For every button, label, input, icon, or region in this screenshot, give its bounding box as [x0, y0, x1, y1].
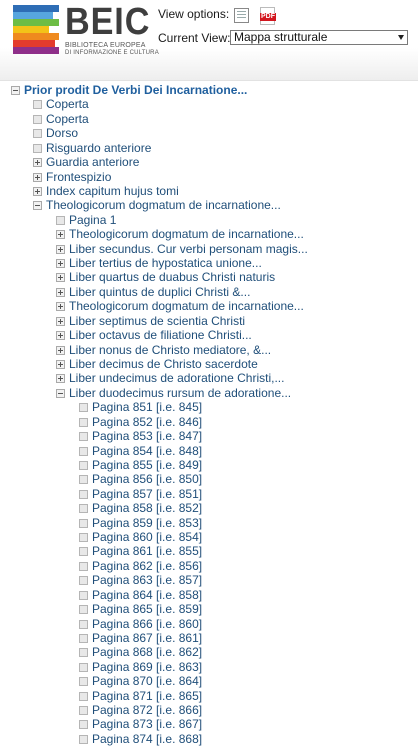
- view-options-label: View options:: [158, 7, 230, 21]
- tree-item-label[interactable]: Dorso: [46, 126, 79, 141]
- leaf-node-icon: [79, 692, 88, 701]
- logo-subtitle-line1: BIBLIOTECA EUROPEA: [65, 42, 146, 49]
- current-view-value: Mappa strutturale: [234, 30, 328, 44]
- expand-icon[interactable]: [33, 173, 42, 182]
- leaf-node-icon: [79, 605, 88, 614]
- leaf-node-icon: [79, 447, 88, 456]
- collapse-icon[interactable]: [33, 201, 42, 210]
- tree-item-label[interactable]: Pagina 853 [i.e. 847]: [92, 429, 203, 444]
- tree-item-label[interactable]: Prior prodit De Verbi Dei Incarnatione...: [24, 83, 248, 97]
- tree-item-label[interactable]: Coperta: [46, 97, 89, 112]
- tree-item-label[interactable]: Pagina 852 [i.e. 846]: [92, 414, 203, 429]
- beic-logo[interactable]: [13, 1, 159, 56]
- tree-item-label[interactable]: Pagina 868 [i.e. 862]: [92, 645, 203, 660]
- leaf-node-icon: [79, 533, 88, 542]
- leaf-node-icon: [79, 735, 88, 744]
- tree-item-label[interactable]: Liber tertius de hypostatica unione...: [69, 256, 262, 271]
- leaf-node-icon: [33, 115, 42, 124]
- leaf-node-icon: [79, 634, 88, 643]
- logo-bar: [13, 26, 49, 33]
- pdf-icon[interactable]: [260, 7, 275, 25]
- logo-bar: [13, 5, 59, 12]
- leaf-node-icon: [33, 129, 42, 138]
- tree-item-label[interactable]: Pagina 857 [i.e. 851]: [92, 486, 203, 501]
- tree-item-label[interactable]: Liber quartus de duabus Christi naturis: [69, 270, 276, 285]
- tree-item-label[interactable]: Liber octavus de filiatione Christi...: [69, 328, 252, 343]
- expand-icon[interactable]: [56, 302, 65, 311]
- tree-item-label[interactable]: Pagina 858 [i.e. 852]: [92, 501, 203, 516]
- tree-item-label[interactable]: Pagina 854 [i.e. 848]: [92, 443, 203, 458]
- leaf-node-icon: [79, 461, 88, 470]
- collapse-icon[interactable]: [11, 86, 20, 95]
- collapse-icon[interactable]: [56, 389, 65, 398]
- leaf-node-icon: [33, 144, 42, 153]
- leaf-node-icon: [79, 677, 88, 686]
- leaf-node-icon: [79, 648, 88, 657]
- tree-item-label[interactable]: Pagina 862 [i.e. 856]: [92, 558, 203, 573]
- tree-item-label[interactable]: Index capitum hujus tomi: [46, 183, 179, 198]
- chevron-down-icon: [398, 35, 404, 40]
- leaf-node-icon: [33, 100, 42, 109]
- expand-icon[interactable]: [56, 360, 65, 369]
- tree-item-label[interactable]: Coperta: [46, 111, 89, 126]
- leaf-node-icon: [79, 576, 88, 585]
- logo-color-bars: [13, 5, 59, 53]
- logo-bar: [13, 19, 59, 26]
- leaf-node-icon: [56, 216, 65, 225]
- expand-icon[interactable]: [33, 187, 42, 196]
- tree-item-label[interactable]: Theologicorum dogmatum de incarnatione...: [69, 299, 304, 314]
- tree-item-label[interactable]: Theologicorum dogmatum de incarnatione...: [69, 227, 304, 242]
- page-view-icon[interactable]: [234, 8, 249, 23]
- logo-subtitle-line2: DI INFORMAZIONE E CULTURA: [65, 50, 159, 56]
- tree-item-label[interactable]: Pagina 872 [i.e. 866]: [92, 703, 203, 718]
- leaf-node-icon: [79, 403, 88, 412]
- logo-bar: [13, 12, 53, 19]
- logo-bar: [13, 47, 59, 54]
- expand-icon[interactable]: [56, 374, 65, 383]
- tree-item-label[interactable]: Pagina 855 [i.e. 849]: [92, 457, 203, 472]
- tree-item-label[interactable]: Pagina 864 [i.e. 858]: [92, 587, 203, 602]
- expand-icon[interactable]: [56, 288, 65, 297]
- tree-item-label[interactable]: Pagina 871 [i.e. 865]: [92, 688, 203, 703]
- current-view-label: Current View:: [158, 31, 231, 45]
- tree-item-label[interactable]: Pagina 870 [i.e. 864]: [92, 674, 203, 689]
- expand-icon[interactable]: [56, 259, 65, 268]
- tree-item-label[interactable]: Pagina 861 [i.e. 855]: [92, 544, 203, 559]
- logo-title: BEIC: [65, 1, 151, 43]
- leaf-node-icon: [79, 432, 88, 441]
- tree-item-label[interactable]: Pagina 865 [i.e. 859]: [92, 602, 203, 617]
- leaf-node-icon: [79, 720, 88, 729]
- logo-bar: [13, 40, 55, 47]
- expand-icon[interactable]: [56, 245, 65, 254]
- tree-item-label[interactable]: Pagina 873 [i.e. 867]: [92, 717, 203, 732]
- expand-icon[interactable]: [56, 331, 65, 340]
- expand-icon[interactable]: [56, 346, 65, 355]
- tree-item-label[interactable]: Frontespizio: [46, 169, 112, 184]
- leaf-node-icon: [79, 490, 88, 499]
- leaf-node-icon: [79, 706, 88, 715]
- expand-icon[interactable]: [56, 317, 65, 326]
- tree-item-label[interactable]: Pagina 866 [i.e. 860]: [92, 616, 203, 631]
- tree-item-label[interactable]: Liber quintus de duplici Christi &...: [69, 284, 251, 299]
- header-bar: [0, 0, 418, 81]
- tree-item-label[interactable]: Liber nonus de Christo mediatore, &...: [69, 342, 272, 357]
- tree-item-label[interactable]: Pagina 860 [i.e. 854]: [92, 530, 203, 545]
- tree-item-label[interactable]: Pagina 869 [i.e. 863]: [92, 659, 203, 674]
- tree-item-label[interactable]: Pagina 1: [69, 212, 117, 227]
- expand-icon[interactable]: [56, 230, 65, 239]
- pdf-icon-label: PDF: [261, 13, 275, 20]
- tree-item-label[interactable]: Guardia anteriore: [46, 155, 140, 170]
- leaf-node-icon: [79, 418, 88, 427]
- tree-item-label[interactable]: Liber secundus. Cur verbi personam magis...: [69, 241, 308, 256]
- tree-item-label[interactable]: Theologicorum dogmatum de incarnatione...: [46, 198, 281, 213]
- tree-item-label[interactable]: Pagina 856 [i.e. 850]: [92, 472, 203, 487]
- expand-icon[interactable]: [56, 273, 65, 282]
- leaf-node-icon: [79, 620, 88, 629]
- tree-item-label[interactable]: Liber septimus de scientia Christi: [69, 313, 246, 328]
- tree-item-label[interactable]: Pagina 859 [i.e. 853]: [92, 515, 203, 530]
- expand-icon[interactable]: [33, 158, 42, 167]
- leaf-node-icon: [79, 591, 88, 600]
- tree-item-label[interactable]: Liber undecimus de adoratione Christi,...: [69, 371, 285, 386]
- leaf-node-icon: [79, 519, 88, 528]
- current-view-select[interactable]: [230, 30, 408, 45]
- leaf-node-icon: [79, 475, 88, 484]
- tree-item-label[interactable]: Liber duodecimus rursum de adoratione...: [69, 385, 292, 400]
- tree-item-label[interactable]: Pagina 851 [i.e. 845]: [92, 400, 203, 415]
- logo-bar: [13, 33, 59, 40]
- tree-item-label[interactable]: Pagina 867 [i.e. 861]: [92, 630, 203, 645]
- leaf-node-icon: [79, 504, 88, 513]
- tree-item-label[interactable]: Risguardo anteriore: [46, 140, 152, 155]
- leaf-node-icon: [79, 562, 88, 571]
- tree-item-label[interactable]: Pagina 874 [i.e. 868]: [92, 731, 203, 746]
- tree-item-label[interactable]: Liber decimus de Christo sacerdote: [69, 356, 258, 371]
- leaf-node-icon: [79, 663, 88, 672]
- tree-item-label[interactable]: Pagina 863 [i.e. 857]: [92, 573, 203, 588]
- leaf-node-icon: [79, 547, 88, 556]
